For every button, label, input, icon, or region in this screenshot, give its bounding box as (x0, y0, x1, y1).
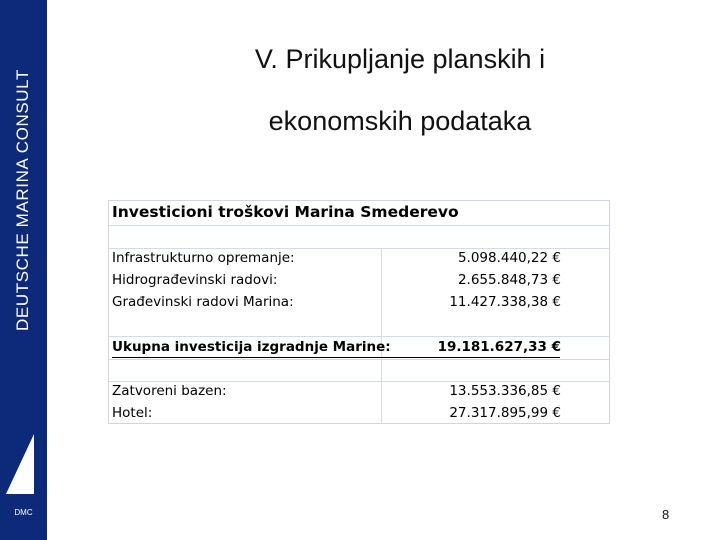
row-label: Hidrograđevinski radovi: (112, 272, 278, 288)
page-title (150, 28, 650, 152)
brand-name: DEUTSCHE MARINA CONSULT (13, 69, 32, 331)
row-value: 5.098.440,22 € (457, 250, 561, 266)
investment-table (108, 200, 610, 424)
row-label: Hotel: (112, 405, 153, 421)
row-label: Građevinski radovi Marina: (112, 294, 294, 310)
sail-icon (4, 432, 38, 496)
title-line-2: ekonomskih podataka (268, 106, 532, 136)
brand-abbreviation: DMC (14, 508, 33, 517)
row-value: 11.427.338,38 € (449, 294, 561, 310)
row-value: 13.553.336,85 € (449, 383, 561, 399)
row-value: 27.317.895,99 € (449, 405, 561, 421)
row-label: Infrastrukturno opremanje: (112, 250, 295, 266)
sidebar (0, 0, 47, 540)
grid-line (109, 225, 609, 226)
grid-line (109, 359, 609, 360)
total-underline (112, 357, 560, 358)
page-number: 8 (662, 507, 670, 522)
total-label: Ukupna investicija izgradnje Marine: (112, 339, 391, 355)
table-title: Investicioni troškovi Marina Smederevo (112, 203, 459, 221)
total-value: 19.181.627,33 € (437, 339, 561, 355)
row-value: 2.655.848,73 € (457, 272, 561, 288)
title-line-1: V. Prikupljanje planskih i (254, 44, 546, 74)
row-label: Zatvoreni bazen: (112, 383, 227, 399)
